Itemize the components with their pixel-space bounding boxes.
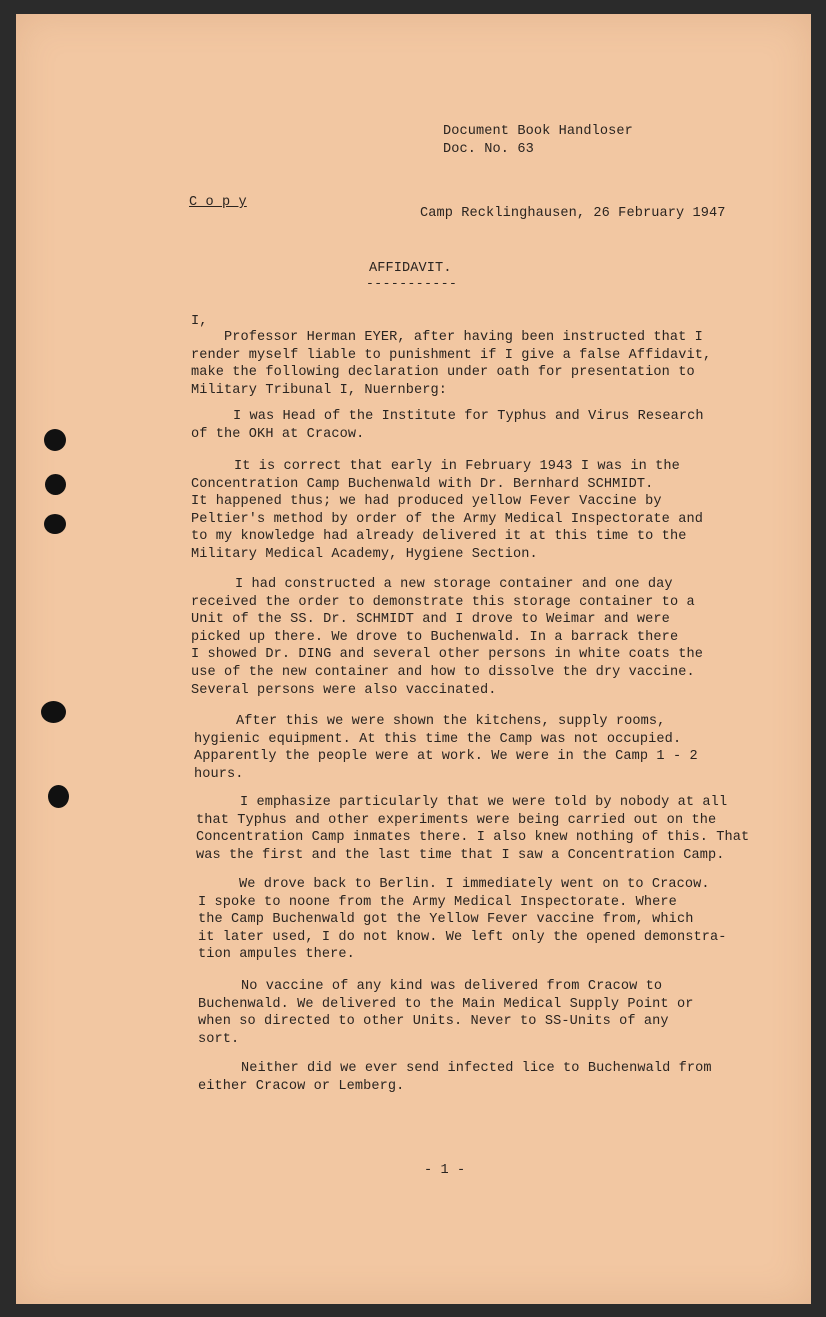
paragraph-line: I emphasize particularly that we were told by nobody at all [240,795,728,810]
paragraph-storage-container [191,576,703,699]
punch-hole [44,429,66,451]
paragraph-line: It is correct that early in February 1943 I was in the [234,459,680,474]
paragraph-line: of the OKH at Cracow. [191,426,365,442]
paragraph-line: make the following declaration under oath for presentation to [191,365,695,381]
paragraph-line: Military Medical Academy, Hygiene Section. [191,546,538,562]
paragraph-line: Neither did we ever send infected lice to Buchenwald from [241,1061,712,1076]
punch-hole [41,701,66,723]
paragraph-line: I spoke to noone from the Army Medical Inspectorate. Where [198,894,677,910]
paragraph-line: Military Tribunal I, Nuernberg: [191,382,447,398]
paragraph-line: that Typhus and other experiments were being carried out on the [196,812,717,828]
paragraph-line: hygienic equipment. At this time the Camp was not occupied. [194,731,682,747]
paragraph-line: I was Head of the Institute for Typhus and Virus Research [233,409,704,424]
paragraph-lice [198,1060,712,1095]
paragraph-no-vaccine [198,978,693,1048]
paragraph-line: No vaccine of any kind was delivered from Cracow to [241,979,663,994]
paragraph-declaration [191,329,711,399]
paragraph-line: tion ampules there. [198,947,355,963]
paragraph-line: hours. [194,766,244,782]
salutation: I, [191,314,208,329]
paragraph-line: Apparently the people were at work. We were in the Camp 1 - 2 [194,749,698,765]
paragraph-line: picked up there. We drove to Buchenwald. In a barrack there [191,629,679,645]
paragraph-line: the Camp Buchenwald got the Yellow Fever vaccine from, which [198,912,694,928]
copy-label: C o p y [189,195,247,210]
paragraph-line: Concentration Camp inmates there. I also knew nothing of this. That [196,830,750,846]
paragraph-institute [191,408,704,443]
document-book-title: Document Book Handloser [443,124,633,139]
paragraph-line: Peltier's method by order of the Army Medical Inspectorate and [191,511,703,527]
paragraph-line: sort. [198,1031,240,1047]
punch-hole [48,785,69,808]
paragraph-buchenwald-visit [191,458,703,564]
document-number: Doc. No. 63 [443,142,534,157]
document-title: AFFIDAVIT. [369,261,452,276]
paragraph-line: when so directed to other Units. Never to SS-Units of any [198,1014,669,1030]
paragraph-line: Unit of the SS. Dr. SCHMIDT and I drove to Weimar and were [191,612,670,628]
paragraph-line: use of the new container and how to dissolve the dry vaccine. [191,664,695,680]
paragraph-line: It happened thus; we had produced yellow Fever Vaccine by [191,494,662,510]
paragraph-line: We drove back to Berlin. I immediately went on to Cracow. [239,877,710,892]
punch-hole [44,514,66,534]
title-rule: ----------- [366,276,458,291]
page-number: - 1 - [424,1163,466,1178]
paragraph-line: Concentration Camp Buchenwald with Dr. Bernhard SCHMIDT. [191,476,654,492]
paragraph-return [198,876,726,964]
paragraph-line: render myself liable to punishment if I give a false Affidavit, [191,347,712,363]
place-date: Camp Recklinghausen, 26 February 1947 [420,206,726,221]
paragraph-emphasis [196,794,749,864]
paragraph-line: Professor Herman EYER, after having been instructed that I [224,330,703,345]
paragraph-line: Buchenwald. We delivered to the Main Medical Supply Point or [198,996,694,1012]
paragraph-line: I showed Dr. DING and several other persons in white coats the [191,647,703,663]
punch-hole [45,474,66,495]
paragraph-line: After this we were shown the kitchens, supply rooms, [236,714,666,729]
paragraph-line: Several persons were also vaccinated. [191,682,497,698]
paragraph-line: was the first and the last time that I saw a Concentration Camp. [196,847,725,863]
paragraph-line: to my knowledge had already delivered it at this time to the [191,529,687,545]
paragraph-line: received the order to demonstrate this storage container to a [191,594,695,610]
paragraph-camp-tour [194,713,698,783]
paragraph-line: it later used, I do not know. We left only the opened demonstra- [198,929,727,945]
paragraph-line: I had constructed a new storage container and one day [235,577,673,592]
paragraph-line: either Cracow or Lemberg. [198,1078,405,1094]
